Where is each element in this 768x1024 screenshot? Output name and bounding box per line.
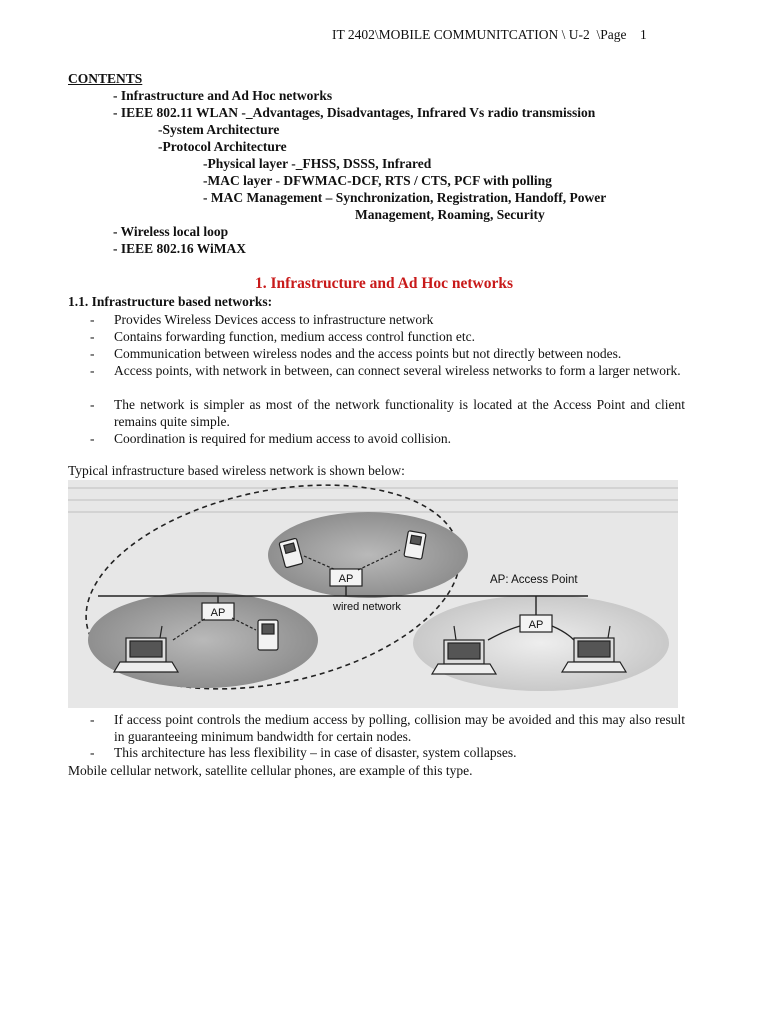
toc-item: Management, Roaming, Security bbox=[355, 207, 545, 222]
toc-item: - MAC Management – Synchronization, Registration, Handoff, Power bbox=[203, 190, 607, 205]
bullet-text: Communication between wireless nodes and the access points but not directly between nodes. bbox=[114, 346, 622, 361]
toc-item: -Protocol Architecture bbox=[158, 139, 287, 154]
bullet-text: Access points, with network in between, can connect several wireless networks to form a larger network. bbox=[114, 363, 681, 378]
bullet-text: This architecture has less flexibility – in case of disaster, system collapses. bbox=[114, 745, 517, 760]
svg-text:AP: AP bbox=[528, 619, 544, 631]
toc-item: - Wireless local loop bbox=[113, 224, 229, 239]
bullet-text: Provides Wireless Devices access to infrastructure network bbox=[114, 312, 434, 327]
toc-item: - IEEE 802.16 WiMAX bbox=[113, 241, 247, 256]
toc-item: - Infrastructure and Ad Hoc networks bbox=[113, 88, 333, 103]
handheld-icon bbox=[404, 531, 426, 560]
page-header: IT 2402\MOBILE COMMUNITCATION \ U-2 \Page 1 bbox=[332, 27, 647, 42]
bullet-text: The network is simpler as most of the network functionality is located at the Access Point and client remains quite simple. bbox=[114, 397, 685, 429]
svg-text:AP: AP bbox=[210, 607, 226, 619]
contents-title: CONTENTS bbox=[68, 71, 143, 86]
access-point-right bbox=[520, 615, 552, 632]
section-title: 1. Infrastructure and Ad Hoc networks bbox=[254, 275, 514, 292]
toc-item: -System Architecture bbox=[158, 122, 280, 137]
closing-paragraph: Mobile cellular network, satellite cellular phones, are example of this type. bbox=[68, 763, 473, 778]
toc-item: -Physical layer -_FHSS, DSSS, Infrared bbox=[203, 156, 432, 171]
bullet-text: Contains forwarding function, medium access control function etc. bbox=[114, 329, 476, 344]
figure-intro: Typical infrastructure based wireless network is shown below: bbox=[68, 463, 405, 478]
handheld-icon bbox=[258, 620, 278, 650]
bullet-text: Coordination is required for medium access to avoid collision. bbox=[114, 431, 452, 446]
toc-item: -MAC layer - DFWMAC-DCF, RTS / CTS, PCF with polling bbox=[203, 173, 552, 188]
subsection-title: 1.1. Infrastructure based networks: bbox=[68, 294, 273, 309]
access-point-top bbox=[330, 569, 362, 586]
bullet-text: If access point controls the medium access by polling, collision may be avoided and this may also result in guaranteeing minimum bandwidth for certain nodes. bbox=[114, 712, 685, 744]
wired-network-label: wired network bbox=[333, 601, 401, 613]
network-figure bbox=[68, 480, 678, 708]
toc-item: - IEEE 802.11 WLAN -_Advantages, Disadvantages, Infrared Vs radio transmission bbox=[113, 105, 596, 120]
legend-label: AP: Access Point bbox=[490, 574, 578, 586]
access-point-left bbox=[202, 603, 234, 620]
svg-text:AP: AP bbox=[338, 573, 354, 585]
